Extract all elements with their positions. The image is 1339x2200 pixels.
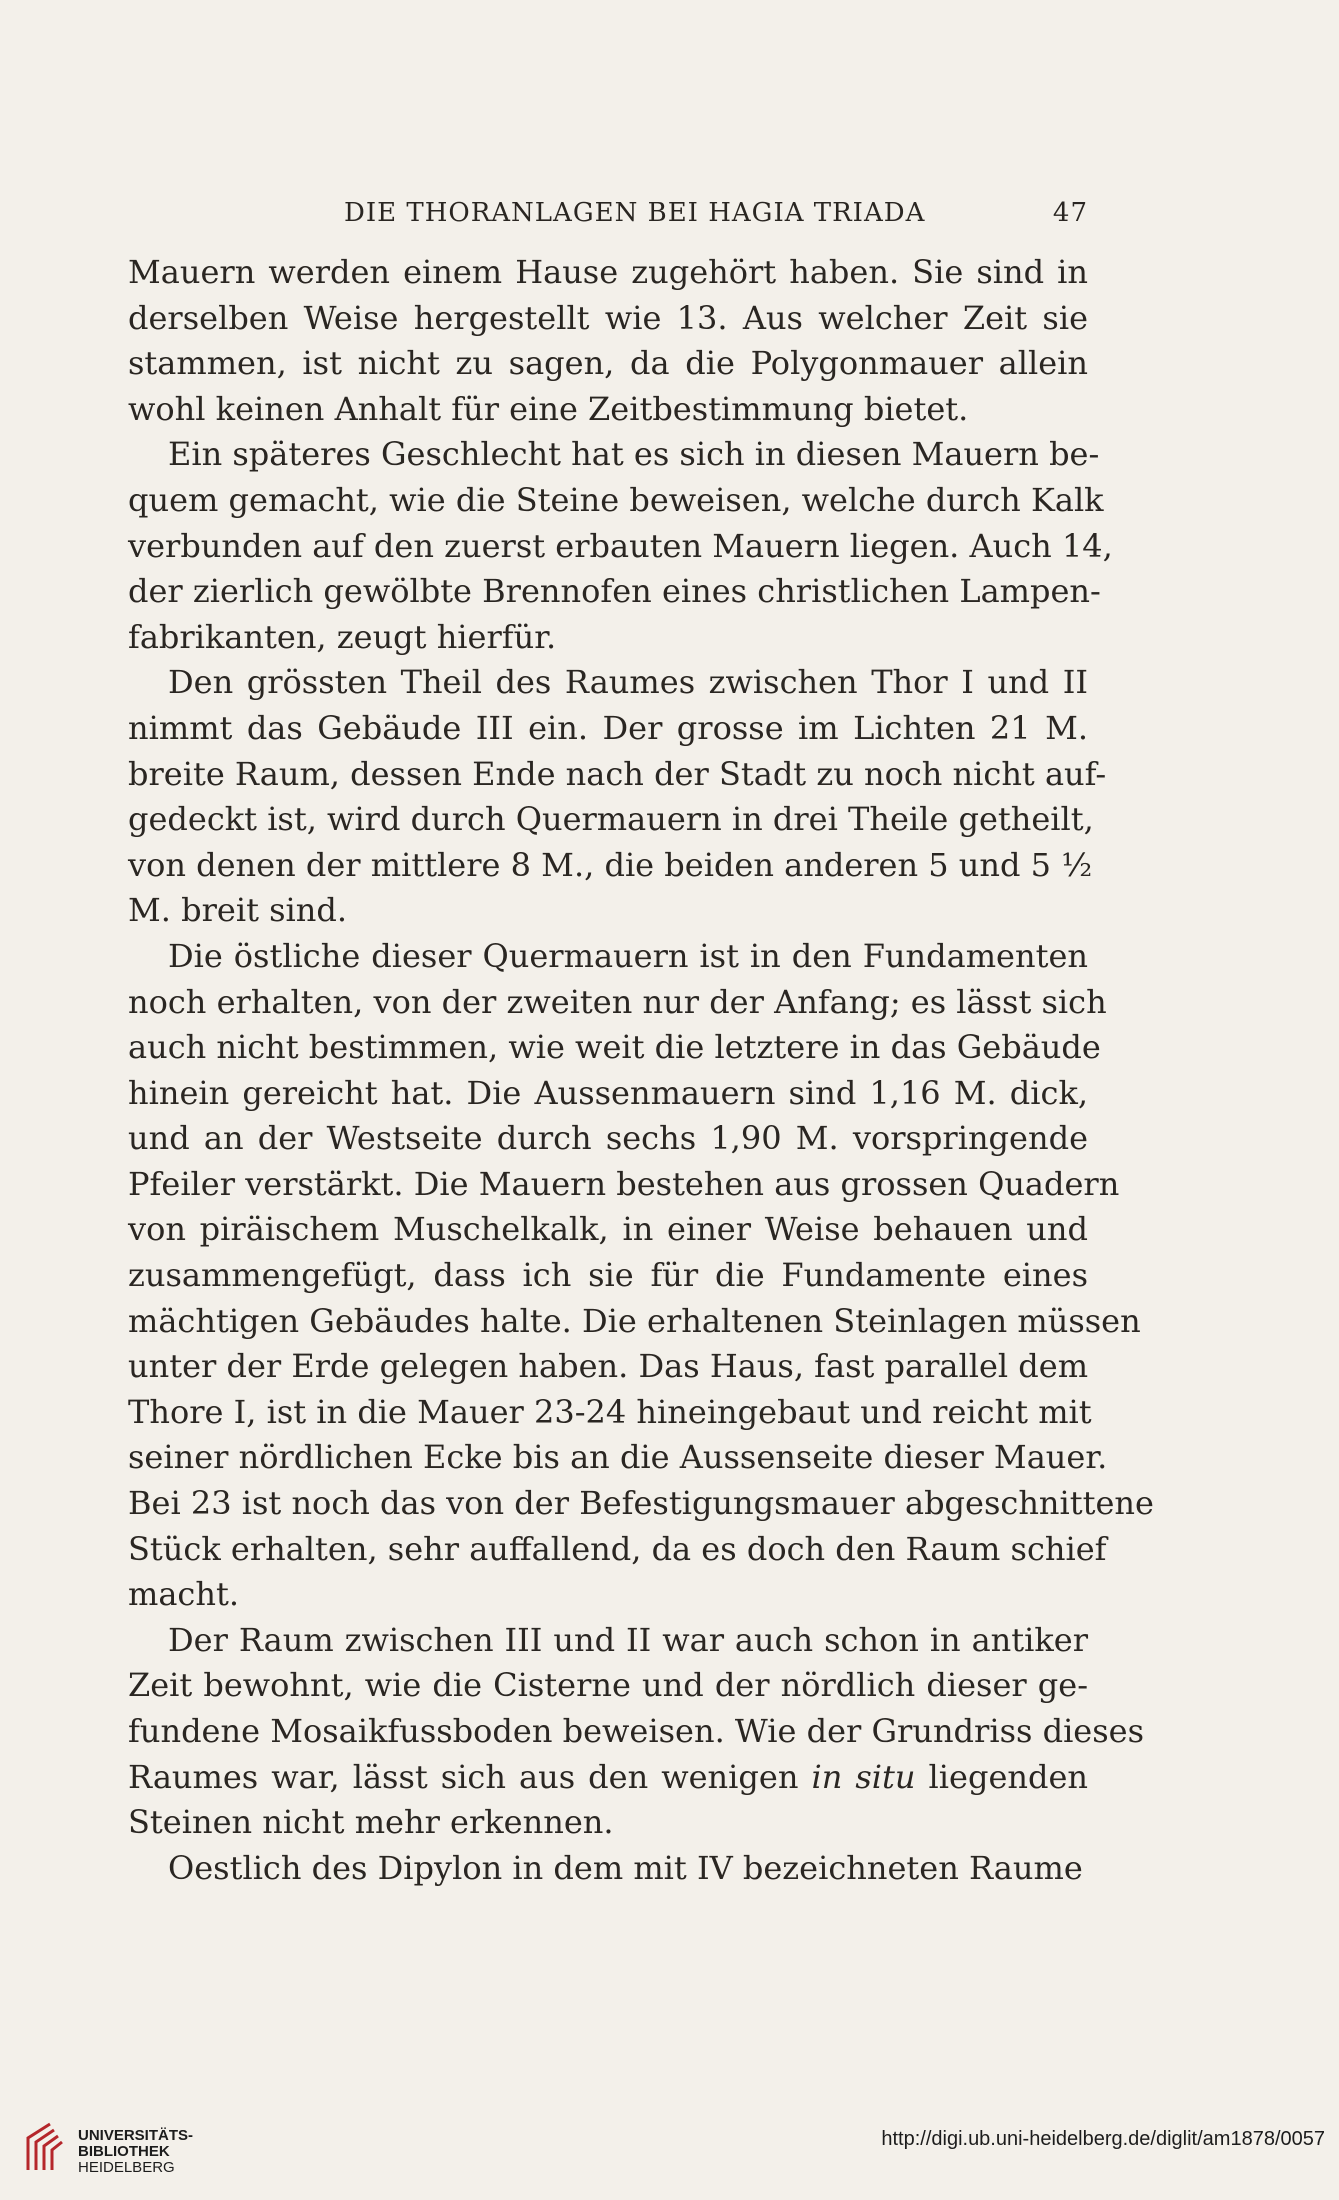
text-line: von piräischem Muschelkalk, in einer Weise behauen und bbox=[128, 1210, 1088, 1249]
page-number: 47 bbox=[1052, 198, 1088, 228]
text-line: Zeit bewohnt, wie die Cisterne und der nördlich dieser ge- bbox=[128, 1666, 1088, 1705]
text-line: Die östliche dieser Quermauern ist in den Fundamenten bbox=[168, 936, 1088, 975]
text-line: hinein gereicht hat. Die Aussenmauern sind 1,16 M. dick, bbox=[128, 1073, 1088, 1112]
library-name bbox=[78, 2128, 193, 2176]
text-line: Ein späteres Geschlecht hat es sich in diesen Mauern be- bbox=[168, 435, 1100, 474]
text-line: mächtigen Gebäudes halte. Die erhaltenen Steinlagen müssen bbox=[128, 1301, 1141, 1340]
source-url-link[interactable]: http://digi.ub.uni-heidelberg.de/diglit/am1878/0057 bbox=[881, 2128, 1325, 2150]
text-line: Pfeiler verstärkt. Die Mauern bestehen aus grossen Quadern bbox=[128, 1164, 1120, 1203]
library-name-line: HEIDELBERG bbox=[78, 2159, 175, 2176]
text-line: derselben Weise hergestellt wie 13. Aus welcher Zeit sie bbox=[128, 298, 1088, 337]
text-line: stammen, ist nicht zu sagen, da die Polygonmauer allein bbox=[128, 344, 1088, 383]
text-line: Stück erhalten, sehr auffallend, da es doch den Raum schief bbox=[128, 1529, 1107, 1568]
text-line: unter der Erde gelegen haben. Das Haus, fast parallel dem bbox=[128, 1347, 1089, 1386]
text-line: breite Raum, dessen Ende nach der Stadt zu noch nicht auf- bbox=[128, 754, 1107, 793]
text-segment: liegenden bbox=[928, 1757, 1089, 1796]
text-line: der zierlich gewölbte Brennofen eines christlichen Lampen- bbox=[128, 572, 1101, 611]
page-header bbox=[128, 198, 1088, 230]
text-line: Bei 23 ist noch das von der Befestigungsmauer abgeschnittene bbox=[128, 1484, 1154, 1523]
text-line: gedeckt ist, wird durch Quermauern in drei Theile getheilt, bbox=[128, 800, 1094, 839]
running-title: DIE THORANLAGEN BEI HAGIA TRIADA bbox=[344, 198, 926, 228]
text-line: Oestlich des Dipylon in dem mit IV bezeichneten Raume bbox=[168, 1848, 1083, 1887]
text-line: auch nicht bestimmen, wie weit die letztere in das Gebäude bbox=[128, 1028, 1101, 1067]
text-line: noch erhalten, von der zweiten nur der Anfang; es lässt sich bbox=[128, 982, 1107, 1021]
text-line: Thore I, ist in die Mauer 23-24 hineingebaut und reicht mit bbox=[128, 1392, 1092, 1431]
text-line: und an der Westseite durch sechs 1,90 M. vorspringende bbox=[128, 1119, 1088, 1158]
text-line: von denen der mittlere 8 M., die beiden anderen 5 und 5 ½ bbox=[128, 845, 1093, 884]
page-footer bbox=[0, 2100, 1339, 2200]
italic-phrase: in situ bbox=[811, 1757, 916, 1796]
text-line: macht. bbox=[128, 1575, 239, 1614]
text-line: fundene Mosaikfussboden beweisen. Wie der Grundriss dieses bbox=[128, 1712, 1145, 1750]
library-logo-icon bbox=[14, 2112, 84, 2182]
text-line: verbunden auf den zuerst erbauten Mauern liegen. Auch 14, bbox=[128, 526, 1113, 565]
text-line: Mauern werden einem Hause zugehört haben. Sie sind in bbox=[128, 253, 1088, 291]
text-line: M. breit sind. bbox=[128, 891, 348, 930]
text-line: Den grössten Theil des Raumes zwischen Thor I und II bbox=[168, 663, 1088, 702]
text-line: fabrikanten, zeugt hierfür. bbox=[128, 617, 557, 656]
text-line: Steinen nicht mehr erkennen. bbox=[128, 1803, 614, 1842]
text-line: quem gemacht, wie die Steine beweisen, welche durch Kalk bbox=[128, 480, 1104, 519]
body-text bbox=[128, 250, 1154, 1891]
text-line: Der Raum zwischen III und II war auch schon in antiker bbox=[168, 1620, 1088, 1659]
library-name-line: UNIVERSITÄTS- bbox=[78, 2127, 194, 2144]
text-segment: Raumes war, lässt sich aus den wenigen bbox=[128, 1757, 799, 1796]
text-line-with-italic bbox=[128, 1755, 1088, 1801]
text-line: seiner nördlichen Ecke bis an die Aussenseite dieser Mauer. bbox=[128, 1438, 1108, 1477]
library-name-line: BIBLIOTHEK bbox=[78, 2143, 170, 2160]
text-line: zusammengefügt, dass ich sie für die Fundamente eines bbox=[128, 1256, 1088, 1295]
text-line: nimmt das Gebäude III ein. Der grosse im Lichten 21 M. bbox=[128, 708, 1088, 747]
text-line: wohl keinen Anhalt für eine Zeitbestimmung bietet. bbox=[128, 389, 969, 428]
